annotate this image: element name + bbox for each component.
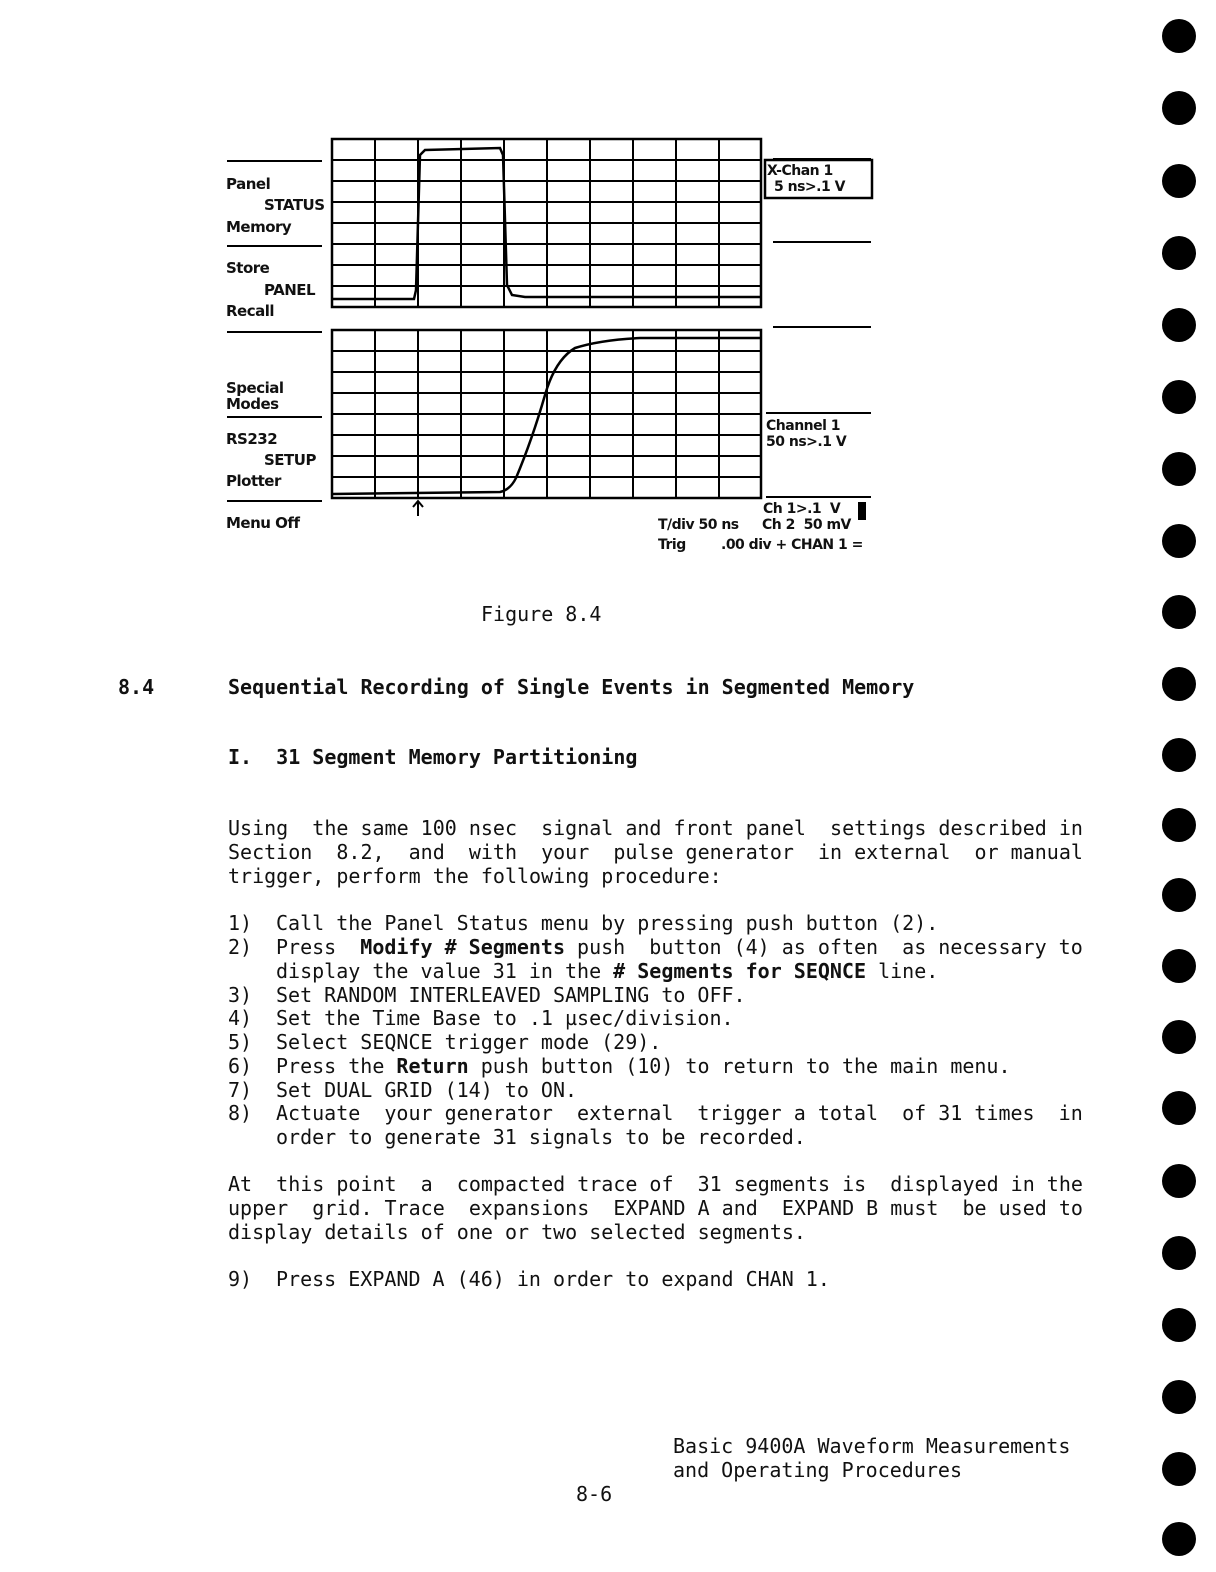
step-number: 5) [228, 1030, 253, 1054]
section-title: Sequential Recording of Single Events in Segmented Memory [228, 675, 915, 699]
trig-label: Trig [658, 537, 686, 553]
intro-line: Section 8.2, and with your pulse generator in external or manual [228, 840, 1083, 864]
menu-memory-label: Memory [226, 218, 292, 236]
punch-hole [1162, 1091, 1196, 1125]
step-text: Set the Time Base to .1 µsec/division. [276, 1006, 734, 1030]
trig-readout: .00 div + CHAN 1 = [721, 537, 863, 553]
punch-hole [1162, 949, 1196, 983]
timebase-readout: T/div 50 ns [658, 517, 739, 533]
oscilloscope-graphics [0, 0, 1216, 580]
step-text [276, 935, 1083, 959]
menu-off-label: Menu Off [226, 514, 300, 532]
channel-marker [858, 502, 866, 520]
xchan-label: X-Chan 1 [767, 163, 833, 179]
step-bold-term: # Segments for SEQNCE [613, 959, 867, 983]
step-number: 4) [228, 1006, 253, 1030]
step-text [276, 959, 938, 983]
menu-plotter-label: Plotter [226, 472, 281, 490]
step-text: Set RANDOM INTERLEAVED SAMPLING to OFF. [276, 983, 746, 1007]
punch-hole [1162, 667, 1196, 701]
punch-hole [1162, 1236, 1196, 1270]
step-number: 7) [228, 1078, 253, 1102]
punch-hole [1162, 1020, 1196, 1054]
menu-panel-label: Panel [226, 175, 271, 193]
punch-hole [1162, 1164, 1196, 1198]
punch-hole [1162, 1308, 1196, 1342]
step-text-part: push button (4) as often as necessary to [565, 935, 1083, 959]
step-text: Call the Panel Status menu by pressing push button (2). [276, 911, 939, 935]
punch-hole [1162, 595, 1196, 629]
menu-panel-caps-label: PANEL [264, 281, 316, 299]
paragraph-line: upper grid. Trace expansions EXPAND A and EXPAND B must be used to [228, 1196, 1083, 1220]
step-text: Set DUAL GRID (14) to ON. [276, 1078, 578, 1102]
lower-grid [332, 330, 761, 498]
punch-hole [1162, 1380, 1196, 1414]
paragraph-line: display details of one or two selected segments. [228, 1220, 806, 1244]
step-text-part: Press [276, 935, 361, 959]
step-number: 6) [228, 1054, 253, 1078]
step-text: Actuate your generator external trigger a total of 31 times in [276, 1101, 1083, 1125]
punch-hole [1162, 1522, 1196, 1556]
paragraph-line: At this point a compacted trace of 31 segments is displayed in the [228, 1172, 1083, 1196]
step-bold-term: Return [396, 1054, 469, 1078]
step-text-part: line. [866, 959, 939, 983]
step-text-part: display the value 31 in the [276, 959, 614, 983]
step-number: 3) [228, 983, 253, 1007]
step-number: 8) [228, 1101, 253, 1125]
menu-modes-label: Modes [226, 395, 279, 413]
step-text: Select SEQNCE trigger mode (29). [276, 1030, 662, 1054]
step-text: Press EXPAND A (46) in order to expand CHAN 1. [276, 1267, 830, 1291]
menu-recall-label: Recall [226, 302, 275, 320]
upper-grid [332, 139, 761, 307]
menu-status-label: STATUS [264, 196, 325, 214]
punch-hole [1162, 738, 1196, 772]
step-bold-term: Modify # Segments [360, 935, 565, 959]
intro-line: trigger, perform the following procedure: [228, 864, 722, 888]
channel-label: Channel 1 [766, 418, 841, 434]
xchan-scale-label: 5 ns>.1 V [774, 179, 845, 195]
menu-setup-label: SETUP [264, 451, 316, 469]
ch2-readout: Ch 2 50 mV [762, 517, 851, 533]
punch-hole [1162, 1452, 1196, 1486]
section-number: 8.4 [118, 675, 155, 699]
step-number: 1) [228, 911, 253, 935]
menu-store-label: Store [226, 259, 270, 277]
step-text-part: Press the [276, 1054, 397, 1078]
step-text [276, 1054, 1011, 1078]
menu-special-label: Special [226, 379, 284, 397]
channel-scale-label: 50 ns>.1 V [766, 434, 847, 450]
punch-hole [1162, 808, 1196, 842]
intro-line: Using the same 100 nsec signal and front panel settings described in [228, 816, 1083, 840]
punch-hole [1162, 878, 1196, 912]
footer-title-line1: Basic 9400A Waveform Measurements [673, 1434, 1071, 1458]
trigger-arrow-icon [413, 501, 423, 516]
menu-rs232-label: RS232 [226, 430, 278, 448]
step-text-part: push button (10) to return to the main menu. [468, 1054, 1011, 1078]
ch1-readout: Ch 1>.1 V [763, 501, 841, 517]
subsection-title: I. 31 Segment Memory Partitioning [228, 745, 638, 769]
step-text: order to generate 31 signals to be recorded. [276, 1125, 806, 1149]
figure-caption: Figure 8.4 [481, 602, 602, 626]
step-number: 2) [228, 935, 253, 959]
page-number: 8-6 [576, 1482, 613, 1506]
footer-title-line2: and Operating Procedures [673, 1458, 962, 1482]
step-number: 9) [228, 1267, 253, 1291]
